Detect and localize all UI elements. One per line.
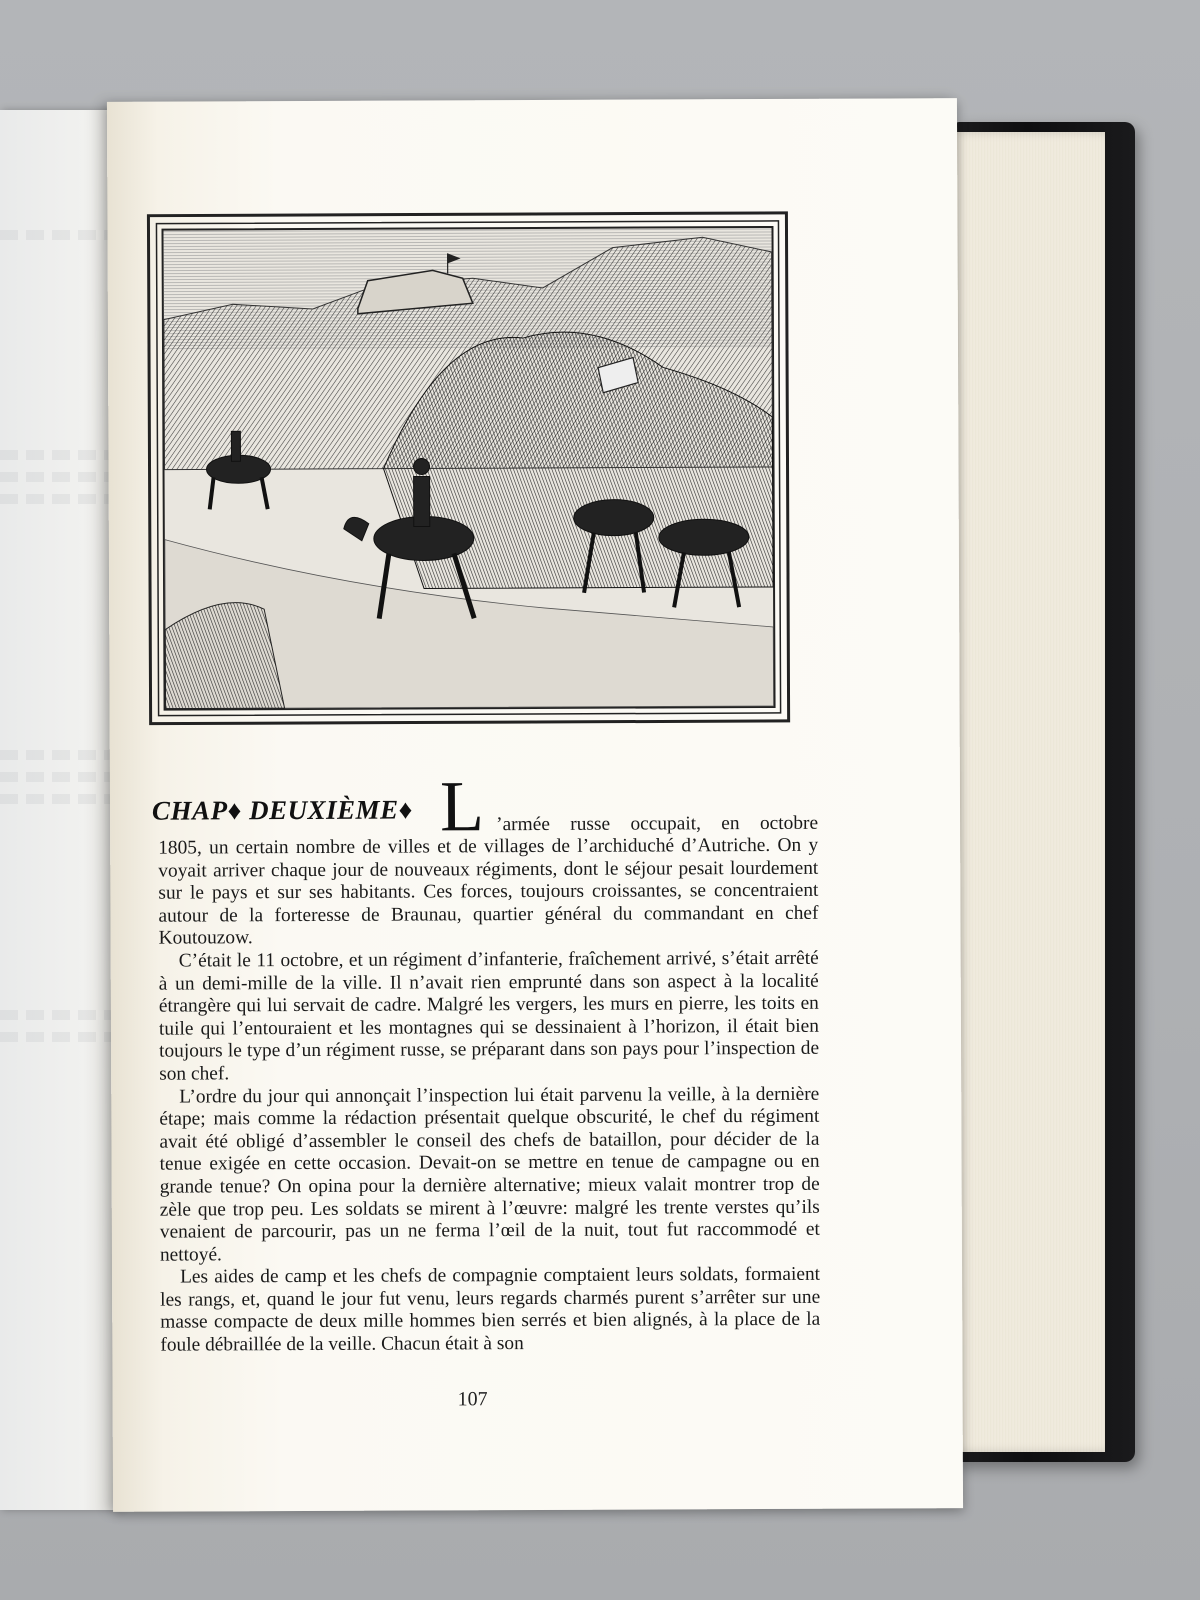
bleed-line	[0, 472, 112, 482]
bleed-line	[0, 1032, 112, 1042]
left-page	[0, 110, 120, 1510]
engraving-svg	[142, 207, 794, 730]
chapter-heading-row	[151, 766, 819, 847]
chapter-first-line: ’armée russe occupait, en octobre	[496, 812, 819, 836]
bleed-line	[0, 230, 112, 240]
paragraph-1: 1805, un certain nombre de villes et de villages de l’archiduché d’Autriche. On y voyait arriver chaque jour de nouveaux régiments, dont le séjour pesait lourdement sur le pays et sur ses habitants. Ces forces, toujours croissantes, se concentraient autour de la forteresse de Braunau, quartier général du commandant en chef Koutouzow.	[158, 834, 819, 950]
page-block-edge	[950, 132, 1105, 1452]
bleed-line	[0, 1010, 112, 1020]
bleed-line	[0, 772, 112, 782]
engraving-illustration	[142, 207, 794, 730]
bleed-line	[0, 750, 112, 760]
page-number: 107	[457, 1388, 488, 1411]
bleed-line	[0, 494, 112, 504]
chapter-heading: CHAP♦ DEUXIÈME♦	[151, 794, 413, 826]
paragraph-4: Les aides de camp et les chefs de compagnie comptaient leurs soldats, formaient les rangs, et, quand le jour fut venu, leurs regards charmés purent s’arrêter sur une masse compacte de deux mille hommes bien serrés et bien alignés, à la place de la foule débraillée de la veille. Chacun était à son	[160, 1264, 821, 1356]
right-page	[107, 98, 963, 1512]
paragraph-3: L’ordre du jour qui annonçait l’inspection lui était parvenu la veille, à la dernière étape; mais comme la rédaction présentait quelque obscurité, le chef du régiment avait été obligé d’assembler le conseil des chefs de bataillon, pour décider de la tenue exigée en cette occasion. Devait-on se mettre en tenue de campagne ou en grande tenue? On opina pour la dernière alternative; mieux valait montrer trop de zèle que trop peu. Les soldats se mirent à l’œuvre: malgré les trente verstes qu’ils venaient de parcourir, pas un ne ferma l’œil de la nuit, tout fut raccommodé et nettoyé.	[159, 1083, 820, 1266]
bleed-line	[0, 450, 112, 460]
paragraph-2: C’était le 11 octobre, et un régiment d’infanterie, fraîchement arrivé, s’était arrêté à un demi-mille de la ville. Il n’avait rien emprunté dans son aspect à la localité étrangère qui lui servait de cadre. Malgré les vergers, les murs en pierre, les toits en tuile qui l’entouraient et les montagnes qui se dessinaient à l’horizon, il était bien toujours le type d’un régiment russe, se préparant dans son pays pour l’inspection de son chef.	[158, 947, 820, 1085]
body-text	[151, 766, 821, 1358]
bleed-line	[0, 794, 112, 804]
drop-cap: L	[439, 766, 485, 847]
